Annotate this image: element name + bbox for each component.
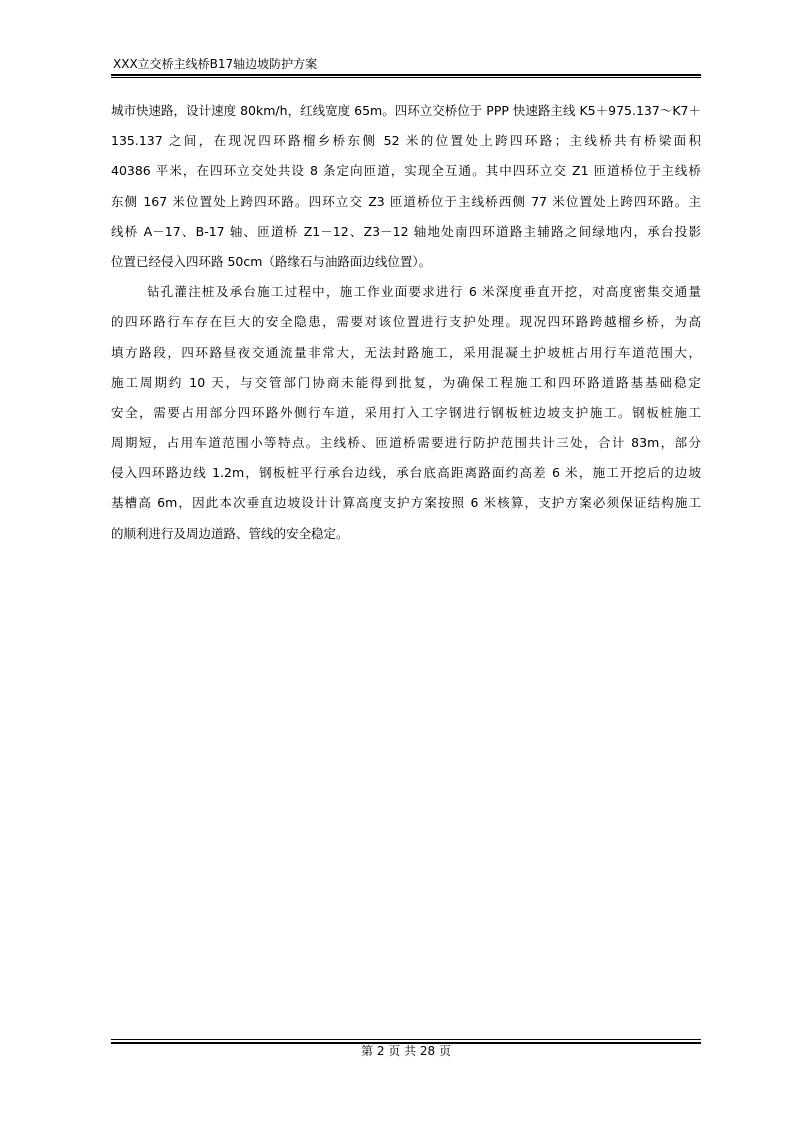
document-header-title: XXX立交桥主线桥B17轴边坡防护方案 xyxy=(113,57,318,71)
text-line: 安全，需要占用部分四环路外侧行车道，采用打入工字钢进行钢板桩边坡支护施工。钢板桩施工 xyxy=(111,404,701,420)
text-line: 侵入四环路边线 1.2m，钢板桩平行承台边线，承台底高距离路面约高差 6 米，施工开挖后的边坡 xyxy=(111,465,701,481)
paragraph-1 xyxy=(111,96,701,277)
text-line: 线桥 A－17、B-17 轴、匝道桥 Z1－12、Z3－12 轴地处南四环道路主辅路之间绿地内，承台投影 xyxy=(111,223,701,239)
text-line: 填方路段，四环路昼夜交通流量非常大，无法封路施工，采用混凝土护坡桩占用行车道范围大， xyxy=(111,344,701,360)
text-line: 施工周期约 10 天，与交管部门协商未能得到批复，为确保工程施工和四环路道路基基础稳定 xyxy=(111,374,701,390)
header-rule-thick xyxy=(111,74,701,76)
text-line: 东侧 167 米位置处上跨四环路。四环立交 Z3 匝道桥位于主线桥西侧 77 米位置处上跨四环路。主 xyxy=(111,193,701,209)
text-line: 城市快速路，设计速度 80km/h，红线宽度 65m。四环立交桥位于 PPP 快速路主线 K5＋975.137～K7＋ xyxy=(111,103,701,118)
text-line: 135.137 之间，在现况四环路榴乡桥东侧 52 米的位置处上跨四环路；主线桥共有桥梁面积 xyxy=(111,133,701,149)
text-line: 40386 平米，在四环立交处共设 8 条定向匝道，实现全互通。其中四环立交 Z1 匝道桥位于主线桥 xyxy=(111,163,701,179)
footer-rule-thin xyxy=(111,1039,701,1040)
document-body xyxy=(111,96,701,549)
text-line: 的顺利进行及周边道路、管线的安全稳定。 xyxy=(111,525,349,541)
text-line: 周期短，占用车道范围小等特点。主线桥、匝道桥需要进行防护范围共计三处，合计 83m，部分 xyxy=(111,435,701,451)
header-rule-thin xyxy=(111,77,701,78)
text-line: 钻孔灌注桩及承台施工过程中，施工作业面要求进行 6 米深度垂直开挖，对高度密集交通量 xyxy=(147,284,701,300)
page-number: 第 2 页 共 28 页 xyxy=(361,1044,451,1058)
text-line: 位置已经侵入四环路 50cm（路缘石与油路面边线位置）。 xyxy=(111,253,432,269)
paragraph-2 xyxy=(111,277,701,549)
text-line: 基槽高 6m，因此本次垂直边坡设计计算高度支护方案按照 6 米核算，支护方案必须保证结构施工 xyxy=(111,495,701,511)
text-line: 的四环路行车存在巨大的安全隐患，需要对该位置进行支护处理。现况四环路跨越榴乡桥，为高 xyxy=(111,314,701,330)
